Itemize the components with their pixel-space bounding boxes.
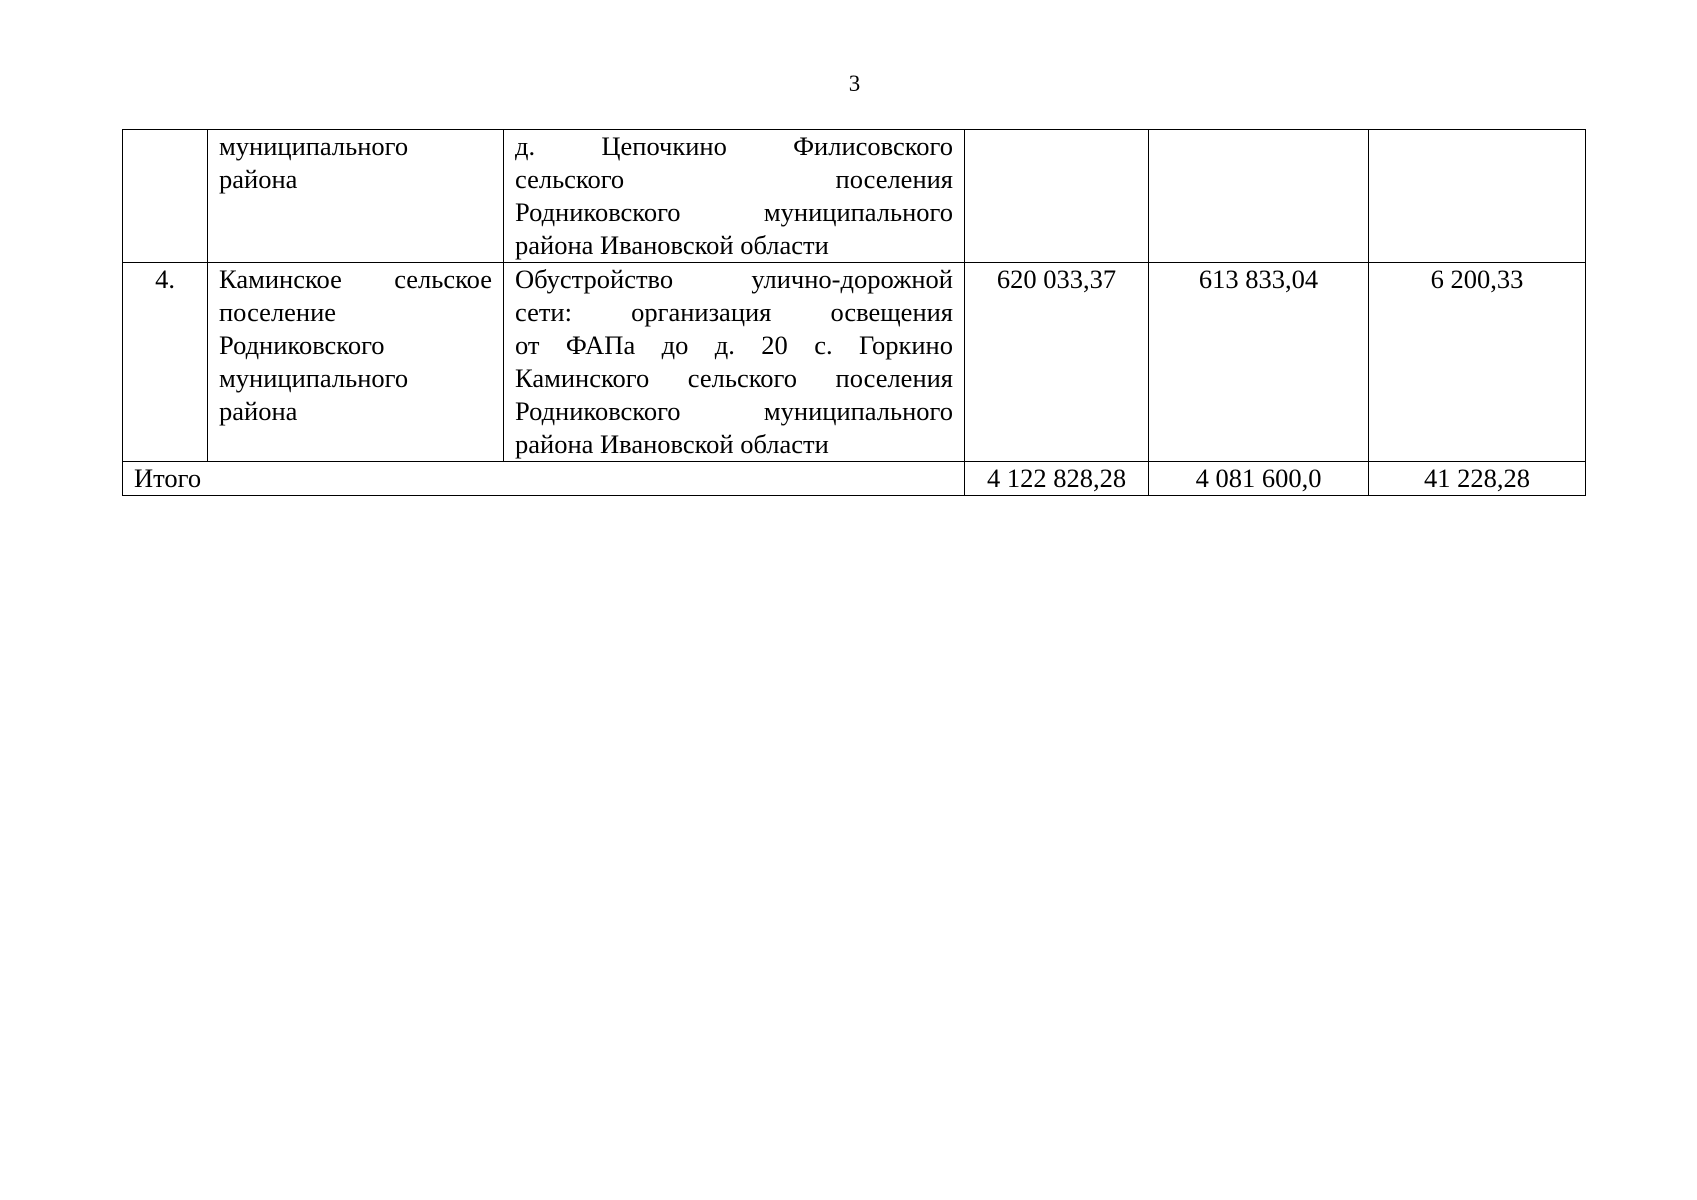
settlement-line: муниципального [219, 131, 409, 161]
total-amount-cell: 620 033,37 [965, 263, 1149, 462]
local-budget-cell: 6 200,33 [1369, 263, 1586, 462]
project-line: Обустройство улично-дорожной [515, 264, 953, 294]
row-number-cell: 4. [123, 263, 208, 462]
totals-main-budget: 4 081 600,0 [1149, 462, 1369, 496]
settlement-cell [208, 130, 504, 263]
settlement-cell [208, 263, 504, 462]
settlement-line: поселение [219, 297, 337, 327]
project-line: сети: организация освещения [515, 297, 953, 327]
main-budget-cell: 613 833,04 [1149, 263, 1369, 462]
project-line: района Ивановской области [515, 230, 829, 260]
total-amount-cell [965, 130, 1149, 263]
page-number: 3 [848, 71, 861, 96]
main-budget-cell [1149, 130, 1369, 263]
project-cell [504, 263, 965, 462]
local-budget-cell [1369, 130, 1586, 263]
project-line: Каминского сельского поселения [515, 363, 953, 393]
settlement-line: Каминское сельское [219, 264, 492, 294]
totals-total-amount: 4 122 828,28 [965, 462, 1149, 496]
totals-local-budget: 41 228,28 [1369, 462, 1586, 496]
settlement-line: района [219, 396, 298, 426]
settlement-line: Родниковского [219, 330, 385, 360]
table-row [123, 130, 1586, 263]
project-line: от ФАПа до д. 20 с. Горкино [515, 330, 953, 360]
table-row [123, 263, 1586, 462]
project-line: Родниковского муниципального [515, 197, 953, 227]
project-line: района Ивановской области [515, 429, 829, 459]
row-number-cell [123, 130, 208, 263]
totals-row [123, 462, 1586, 496]
settlement-line: района [219, 164, 298, 194]
project-line: д. Цепочкино Филисовского [515, 131, 953, 161]
settlement-line: муниципального [219, 363, 409, 393]
project-cell [504, 130, 965, 263]
project-line: Родниковского муниципального [515, 396, 953, 426]
funding-table [122, 129, 1586, 496]
totals-label: Итого [123, 462, 965, 496]
project-line: сельского поселения [515, 164, 953, 194]
